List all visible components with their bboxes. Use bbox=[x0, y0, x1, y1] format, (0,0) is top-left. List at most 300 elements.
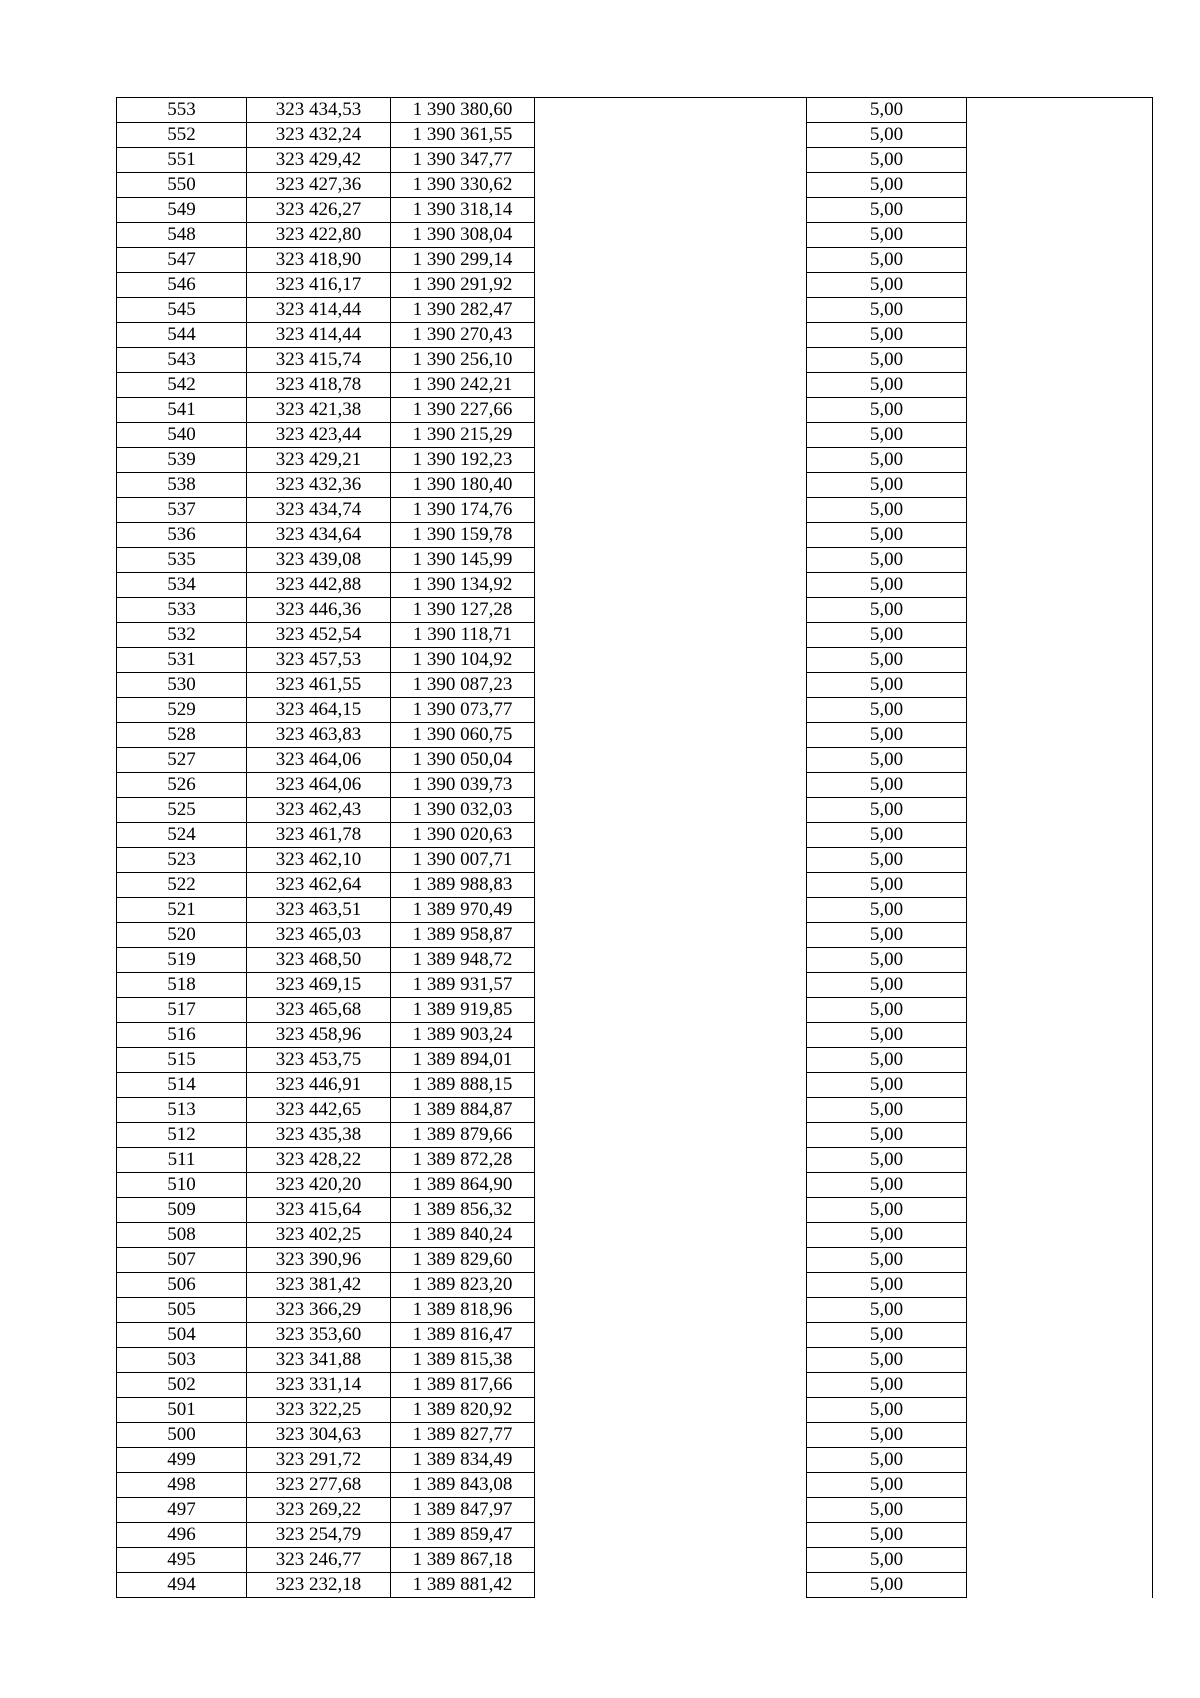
empty-cell bbox=[535, 948, 807, 973]
point-number-cell: 549 bbox=[117, 198, 247, 223]
point-number-cell: 543 bbox=[117, 348, 247, 373]
empty-cell bbox=[967, 1448, 1153, 1473]
y-coordinate-cell: 1 389 919,85 bbox=[391, 998, 535, 1023]
table-row bbox=[117, 823, 1153, 848]
x-coordinate-cell: 323 254,79 bbox=[247, 1523, 391, 1548]
empty-cell bbox=[535, 1198, 807, 1223]
x-coordinate-cell: 323 464,06 bbox=[247, 773, 391, 798]
empty-cell bbox=[967, 1273, 1153, 1298]
value-cell: 5,00 bbox=[807, 348, 967, 373]
y-coordinate-cell: 1 390 159,78 bbox=[391, 523, 535, 548]
empty-cell bbox=[535, 1048, 807, 1073]
point-number-cell: 512 bbox=[117, 1123, 247, 1148]
empty-cell bbox=[535, 1348, 807, 1373]
point-number-cell: 494 bbox=[117, 1573, 247, 1598]
point-number-cell: 528 bbox=[117, 723, 247, 748]
point-number-cell: 540 bbox=[117, 423, 247, 448]
empty-cell bbox=[967, 1498, 1153, 1523]
empty-cell bbox=[967, 1248, 1153, 1273]
value-cell: 5,00 bbox=[807, 1098, 967, 1123]
empty-cell bbox=[967, 1298, 1153, 1323]
x-coordinate-cell: 323 418,90 bbox=[247, 248, 391, 273]
empty-cell bbox=[967, 1223, 1153, 1248]
x-coordinate-cell: 323 429,42 bbox=[247, 148, 391, 173]
empty-cell bbox=[535, 1098, 807, 1123]
point-number-cell: 534 bbox=[117, 573, 247, 598]
empty-cell bbox=[535, 523, 807, 548]
table-row bbox=[117, 1573, 1153, 1598]
x-coordinate-cell: 323 415,74 bbox=[247, 348, 391, 373]
point-number-cell: 536 bbox=[117, 523, 247, 548]
empty-cell bbox=[967, 798, 1153, 823]
empty-cell bbox=[967, 298, 1153, 323]
x-coordinate-cell: 323 432,24 bbox=[247, 123, 391, 148]
empty-cell bbox=[967, 773, 1153, 798]
table-row bbox=[117, 273, 1153, 298]
table-row bbox=[117, 323, 1153, 348]
point-number-cell: 546 bbox=[117, 273, 247, 298]
table-row bbox=[117, 1298, 1153, 1323]
x-coordinate-cell: 323 469,15 bbox=[247, 973, 391, 998]
table-row bbox=[117, 1148, 1153, 1173]
y-coordinate-cell: 1 389 903,24 bbox=[391, 1023, 535, 1048]
y-coordinate-cell: 1 390 032,03 bbox=[391, 798, 535, 823]
point-number-cell: 513 bbox=[117, 1098, 247, 1123]
y-coordinate-cell: 1 390 192,23 bbox=[391, 448, 535, 473]
empty-cell bbox=[535, 773, 807, 798]
empty-cell bbox=[535, 423, 807, 448]
value-cell: 5,00 bbox=[807, 748, 967, 773]
value-cell: 5,00 bbox=[807, 923, 967, 948]
value-cell: 5,00 bbox=[807, 723, 967, 748]
x-coordinate-cell: 323 427,36 bbox=[247, 173, 391, 198]
point-number-cell: 537 bbox=[117, 498, 247, 523]
empty-cell bbox=[535, 698, 807, 723]
y-coordinate-cell: 1 389 879,66 bbox=[391, 1123, 535, 1148]
x-coordinate-cell: 323 418,78 bbox=[247, 373, 391, 398]
point-number-cell: 519 bbox=[117, 948, 247, 973]
value-cell: 5,00 bbox=[807, 698, 967, 723]
point-number-cell: 529 bbox=[117, 698, 247, 723]
table-row bbox=[117, 198, 1153, 223]
table-row bbox=[117, 1398, 1153, 1423]
point-number-cell: 524 bbox=[117, 823, 247, 848]
empty-cell bbox=[535, 223, 807, 248]
table-row bbox=[117, 298, 1153, 323]
y-coordinate-cell: 1 390 180,40 bbox=[391, 473, 535, 498]
x-coordinate-cell: 323 453,75 bbox=[247, 1048, 391, 1073]
y-coordinate-cell: 1 389 816,47 bbox=[391, 1323, 535, 1348]
table-row bbox=[117, 1523, 1153, 1548]
table-row bbox=[117, 1048, 1153, 1073]
table-row bbox=[117, 548, 1153, 573]
empty-cell bbox=[535, 998, 807, 1023]
empty-cell bbox=[967, 348, 1153, 373]
x-coordinate-cell: 323 463,83 bbox=[247, 723, 391, 748]
value-cell: 5,00 bbox=[807, 423, 967, 448]
value-cell: 5,00 bbox=[807, 223, 967, 248]
empty-cell bbox=[967, 398, 1153, 423]
x-coordinate-cell: 323 462,64 bbox=[247, 873, 391, 898]
table-row bbox=[117, 773, 1153, 798]
empty-cell bbox=[967, 948, 1153, 973]
empty-cell bbox=[535, 323, 807, 348]
table-row bbox=[117, 398, 1153, 423]
table-row bbox=[117, 423, 1153, 448]
empty-cell bbox=[967, 598, 1153, 623]
point-number-cell: 496 bbox=[117, 1523, 247, 1548]
empty-cell bbox=[535, 1548, 807, 1573]
x-coordinate-cell: 323 434,64 bbox=[247, 523, 391, 548]
empty-cell bbox=[535, 748, 807, 773]
point-number-cell: 545 bbox=[117, 298, 247, 323]
empty-cell bbox=[967, 223, 1153, 248]
x-coordinate-cell: 323 415,64 bbox=[247, 1198, 391, 1223]
x-coordinate-cell: 323 428,22 bbox=[247, 1148, 391, 1173]
y-coordinate-cell: 1 389 827,77 bbox=[391, 1423, 535, 1448]
table-row bbox=[117, 348, 1153, 373]
empty-cell bbox=[967, 498, 1153, 523]
table-row bbox=[117, 923, 1153, 948]
x-coordinate-cell: 323 446,91 bbox=[247, 1073, 391, 1098]
empty-cell bbox=[535, 1373, 807, 1398]
value-cell: 5,00 bbox=[807, 473, 967, 498]
value-cell: 5,00 bbox=[807, 848, 967, 873]
y-coordinate-cell: 1 390 299,14 bbox=[391, 248, 535, 273]
x-coordinate-cell: 323 291,72 bbox=[247, 1448, 391, 1473]
value-cell: 5,00 bbox=[807, 598, 967, 623]
empty-cell bbox=[535, 173, 807, 198]
table-row bbox=[117, 573, 1153, 598]
table-row bbox=[117, 498, 1153, 523]
table-row bbox=[117, 873, 1153, 898]
empty-cell bbox=[967, 1073, 1153, 1098]
empty-cell bbox=[967, 1473, 1153, 1498]
value-cell: 5,00 bbox=[807, 1448, 967, 1473]
table-row bbox=[117, 1123, 1153, 1148]
empty-cell bbox=[967, 623, 1153, 648]
value-cell: 5,00 bbox=[807, 1273, 967, 1298]
value-cell: 5,00 bbox=[807, 373, 967, 398]
empty-cell bbox=[967, 98, 1153, 123]
table-row bbox=[117, 1548, 1153, 1573]
table-row bbox=[117, 473, 1153, 498]
y-coordinate-cell: 1 389 847,97 bbox=[391, 1498, 535, 1523]
y-coordinate-cell: 1 389 856,32 bbox=[391, 1198, 535, 1223]
point-number-cell: 518 bbox=[117, 973, 247, 998]
x-coordinate-cell: 323 464,06 bbox=[247, 748, 391, 773]
value-cell: 5,00 bbox=[807, 1248, 967, 1273]
empty-cell bbox=[967, 923, 1153, 948]
empty-cell bbox=[535, 973, 807, 998]
table-row bbox=[117, 598, 1153, 623]
value-cell: 5,00 bbox=[807, 1423, 967, 1448]
y-coordinate-cell: 1 390 380,60 bbox=[391, 98, 535, 123]
y-coordinate-cell: 1 389 894,01 bbox=[391, 1048, 535, 1073]
empty-cell bbox=[535, 123, 807, 148]
value-cell: 5,00 bbox=[807, 1023, 967, 1048]
empty-cell bbox=[967, 1573, 1153, 1598]
empty-cell bbox=[535, 1573, 807, 1598]
value-cell: 5,00 bbox=[807, 1348, 967, 1373]
table-row bbox=[117, 1073, 1153, 1098]
empty-cell bbox=[967, 323, 1153, 348]
y-coordinate-cell: 1 390 282,47 bbox=[391, 298, 535, 323]
x-coordinate-cell: 323 341,88 bbox=[247, 1348, 391, 1373]
table-row bbox=[117, 148, 1153, 173]
point-number-cell: 515 bbox=[117, 1048, 247, 1073]
empty-cell bbox=[967, 748, 1153, 773]
empty-cell bbox=[535, 723, 807, 748]
x-coordinate-cell: 323 246,77 bbox=[247, 1548, 391, 1573]
point-number-cell: 553 bbox=[117, 98, 247, 123]
x-coordinate-cell: 323 422,80 bbox=[247, 223, 391, 248]
y-coordinate-cell: 1 390 215,29 bbox=[391, 423, 535, 448]
point-number-cell: 532 bbox=[117, 623, 247, 648]
table-row bbox=[117, 673, 1153, 698]
y-coordinate-cell: 1 390 361,55 bbox=[391, 123, 535, 148]
empty-cell bbox=[967, 198, 1153, 223]
value-cell: 5,00 bbox=[807, 273, 967, 298]
value-cell: 5,00 bbox=[807, 623, 967, 648]
x-coordinate-cell: 323 461,55 bbox=[247, 673, 391, 698]
x-coordinate-cell: 323 429,21 bbox=[247, 448, 391, 473]
table-row bbox=[117, 1098, 1153, 1123]
x-coordinate-cell: 323 434,74 bbox=[247, 498, 391, 523]
y-coordinate-cell: 1 389 829,60 bbox=[391, 1248, 535, 1273]
x-coordinate-cell: 323 353,60 bbox=[247, 1323, 391, 1348]
y-coordinate-cell: 1 390 039,73 bbox=[391, 773, 535, 798]
x-coordinate-cell: 323 452,54 bbox=[247, 623, 391, 648]
value-cell: 5,00 bbox=[807, 1523, 967, 1548]
point-number-cell: 533 bbox=[117, 598, 247, 623]
value-cell: 5,00 bbox=[807, 973, 967, 998]
empty-cell bbox=[967, 548, 1153, 573]
point-number-cell: 516 bbox=[117, 1023, 247, 1048]
y-coordinate-cell: 1 390 087,23 bbox=[391, 673, 535, 698]
point-number-cell: 548 bbox=[117, 223, 247, 248]
y-coordinate-cell: 1 389 867,18 bbox=[391, 1548, 535, 1573]
table-row bbox=[117, 248, 1153, 273]
y-coordinate-cell: 1 389 843,08 bbox=[391, 1473, 535, 1498]
empty-cell bbox=[535, 823, 807, 848]
empty-cell bbox=[535, 298, 807, 323]
empty-cell bbox=[535, 1273, 807, 1298]
x-coordinate-cell: 323 468,50 bbox=[247, 948, 391, 973]
x-coordinate-cell: 323 434,53 bbox=[247, 98, 391, 123]
empty-cell bbox=[535, 473, 807, 498]
x-coordinate-cell: 323 421,38 bbox=[247, 398, 391, 423]
y-coordinate-cell: 1 389 859,47 bbox=[391, 1523, 535, 1548]
y-coordinate-cell: 1 390 050,04 bbox=[391, 748, 535, 773]
x-coordinate-cell: 323 446,36 bbox=[247, 598, 391, 623]
x-coordinate-cell: 323 414,44 bbox=[247, 298, 391, 323]
empty-cell bbox=[535, 598, 807, 623]
x-coordinate-cell: 323 426,27 bbox=[247, 198, 391, 223]
y-coordinate-cell: 1 390 227,66 bbox=[391, 398, 535, 423]
x-coordinate-cell: 323 381,42 bbox=[247, 1273, 391, 1298]
empty-cell bbox=[535, 623, 807, 648]
empty-cell bbox=[967, 823, 1153, 848]
empty-cell bbox=[535, 673, 807, 698]
y-coordinate-cell: 1 389 872,28 bbox=[391, 1148, 535, 1173]
y-coordinate-cell: 1 390 007,71 bbox=[391, 848, 535, 873]
value-cell: 5,00 bbox=[807, 498, 967, 523]
table-row bbox=[117, 998, 1153, 1023]
x-coordinate-cell: 323 457,53 bbox=[247, 648, 391, 673]
y-coordinate-cell: 1 390 330,62 bbox=[391, 173, 535, 198]
value-cell: 5,00 bbox=[807, 823, 967, 848]
table-row bbox=[117, 1223, 1153, 1248]
y-coordinate-cell: 1 389 818,96 bbox=[391, 1298, 535, 1323]
x-coordinate-cell: 323 277,68 bbox=[247, 1473, 391, 1498]
empty-cell bbox=[535, 1398, 807, 1423]
value-cell: 5,00 bbox=[807, 1148, 967, 1173]
table-row bbox=[117, 723, 1153, 748]
empty-cell bbox=[535, 923, 807, 948]
value-cell: 5,00 bbox=[807, 773, 967, 798]
point-number-cell: 502 bbox=[117, 1373, 247, 1398]
x-coordinate-cell: 323 322,25 bbox=[247, 1398, 391, 1423]
point-number-cell: 500 bbox=[117, 1423, 247, 1448]
x-coordinate-cell: 323 465,68 bbox=[247, 998, 391, 1023]
y-coordinate-cell: 1 389 834,49 bbox=[391, 1448, 535, 1473]
y-coordinate-cell: 1 390 073,77 bbox=[391, 698, 535, 723]
y-coordinate-cell: 1 389 988,83 bbox=[391, 873, 535, 898]
table-row bbox=[117, 648, 1153, 673]
point-number-cell: 526 bbox=[117, 773, 247, 798]
value-cell: 5,00 bbox=[807, 873, 967, 898]
empty-cell bbox=[535, 873, 807, 898]
point-number-cell: 497 bbox=[117, 1498, 247, 1523]
x-coordinate-cell: 323 304,63 bbox=[247, 1423, 391, 1448]
point-number-cell: 530 bbox=[117, 673, 247, 698]
empty-cell bbox=[967, 523, 1153, 548]
table-row bbox=[117, 1198, 1153, 1223]
y-coordinate-cell: 1 389 840,24 bbox=[391, 1223, 535, 1248]
value-cell: 5,00 bbox=[807, 1123, 967, 1148]
y-coordinate-cell: 1 389 948,72 bbox=[391, 948, 535, 973]
empty-cell bbox=[967, 873, 1153, 898]
point-number-cell: 510 bbox=[117, 1173, 247, 1198]
table-row bbox=[117, 1448, 1153, 1473]
table-row bbox=[117, 1473, 1153, 1498]
y-coordinate-cell: 1 390 318,14 bbox=[391, 198, 535, 223]
x-coordinate-cell: 323 269,22 bbox=[247, 1498, 391, 1523]
point-number-cell: 505 bbox=[117, 1298, 247, 1323]
table-row bbox=[117, 123, 1153, 148]
empty-cell bbox=[535, 898, 807, 923]
point-number-cell: 542 bbox=[117, 373, 247, 398]
empty-cell bbox=[967, 848, 1153, 873]
empty-cell bbox=[967, 1398, 1153, 1423]
value-cell: 5,00 bbox=[807, 1548, 967, 1573]
empty-cell bbox=[967, 123, 1153, 148]
table-row bbox=[117, 523, 1153, 548]
value-cell: 5,00 bbox=[807, 648, 967, 673]
table-row bbox=[117, 1323, 1153, 1348]
x-coordinate-cell: 323 331,14 bbox=[247, 1373, 391, 1398]
table-row bbox=[117, 848, 1153, 873]
empty-cell bbox=[967, 1348, 1153, 1373]
x-coordinate-cell: 323 390,96 bbox=[247, 1248, 391, 1273]
empty-cell bbox=[535, 1023, 807, 1048]
table-row bbox=[117, 623, 1153, 648]
empty-cell bbox=[967, 448, 1153, 473]
point-number-cell: 514 bbox=[117, 1073, 247, 1098]
point-number-cell: 544 bbox=[117, 323, 247, 348]
value-cell: 5,00 bbox=[807, 1298, 967, 1323]
empty-cell bbox=[535, 1498, 807, 1523]
value-cell: 5,00 bbox=[807, 673, 967, 698]
y-coordinate-cell: 1 390 145,99 bbox=[391, 548, 535, 573]
empty-cell bbox=[967, 1523, 1153, 1548]
empty-cell bbox=[535, 498, 807, 523]
x-coordinate-cell: 323 423,44 bbox=[247, 423, 391, 448]
value-cell: 5,00 bbox=[807, 1373, 967, 1398]
value-cell: 5,00 bbox=[807, 798, 967, 823]
x-coordinate-cell: 323 414,44 bbox=[247, 323, 391, 348]
y-coordinate-cell: 1 389 888,15 bbox=[391, 1073, 535, 1098]
value-cell: 5,00 bbox=[807, 248, 967, 273]
point-number-cell: 531 bbox=[117, 648, 247, 673]
x-coordinate-cell: 323 366,29 bbox=[247, 1298, 391, 1323]
point-number-cell: 498 bbox=[117, 1473, 247, 1498]
empty-cell bbox=[535, 648, 807, 673]
value-cell: 5,00 bbox=[807, 148, 967, 173]
y-coordinate-cell: 1 390 270,43 bbox=[391, 323, 535, 348]
x-coordinate-cell: 323 432,36 bbox=[247, 473, 391, 498]
point-number-cell: 541 bbox=[117, 398, 247, 423]
y-coordinate-cell: 1 389 815,38 bbox=[391, 1348, 535, 1373]
empty-cell bbox=[535, 348, 807, 373]
y-coordinate-cell: 1 390 020,63 bbox=[391, 823, 535, 848]
point-number-cell: 521 bbox=[117, 898, 247, 923]
y-coordinate-cell: 1 390 118,71 bbox=[391, 623, 535, 648]
table-row bbox=[117, 1348, 1153, 1373]
y-coordinate-cell: 1 389 864,90 bbox=[391, 1173, 535, 1198]
value-cell: 5,00 bbox=[807, 398, 967, 423]
value-cell: 5,00 bbox=[807, 323, 967, 348]
y-coordinate-cell: 1 390 060,75 bbox=[391, 723, 535, 748]
table-row bbox=[117, 898, 1153, 923]
point-number-cell: 535 bbox=[117, 548, 247, 573]
value-cell: 5,00 bbox=[807, 98, 967, 123]
value-cell: 5,00 bbox=[807, 1198, 967, 1223]
table-row bbox=[117, 1173, 1153, 1198]
value-cell: 5,00 bbox=[807, 1398, 967, 1423]
x-coordinate-cell: 323 439,08 bbox=[247, 548, 391, 573]
empty-cell bbox=[967, 1148, 1153, 1173]
point-number-cell: 507 bbox=[117, 1248, 247, 1273]
value-cell: 5,00 bbox=[807, 1073, 967, 1098]
empty-cell bbox=[967, 698, 1153, 723]
table-row bbox=[117, 173, 1153, 198]
point-number-cell: 511 bbox=[117, 1148, 247, 1173]
value-cell: 5,00 bbox=[807, 548, 967, 573]
empty-cell bbox=[535, 198, 807, 223]
value-cell: 5,00 bbox=[807, 1498, 967, 1523]
empty-cell bbox=[535, 1148, 807, 1173]
empty-cell bbox=[967, 173, 1153, 198]
table-row bbox=[117, 1373, 1153, 1398]
point-number-cell: 547 bbox=[117, 248, 247, 273]
empty-cell bbox=[967, 723, 1153, 748]
table-row bbox=[117, 948, 1153, 973]
y-coordinate-cell: 1 390 104,92 bbox=[391, 648, 535, 673]
coordinates-table-body bbox=[117, 98, 1153, 1598]
point-number-cell: 504 bbox=[117, 1323, 247, 1348]
